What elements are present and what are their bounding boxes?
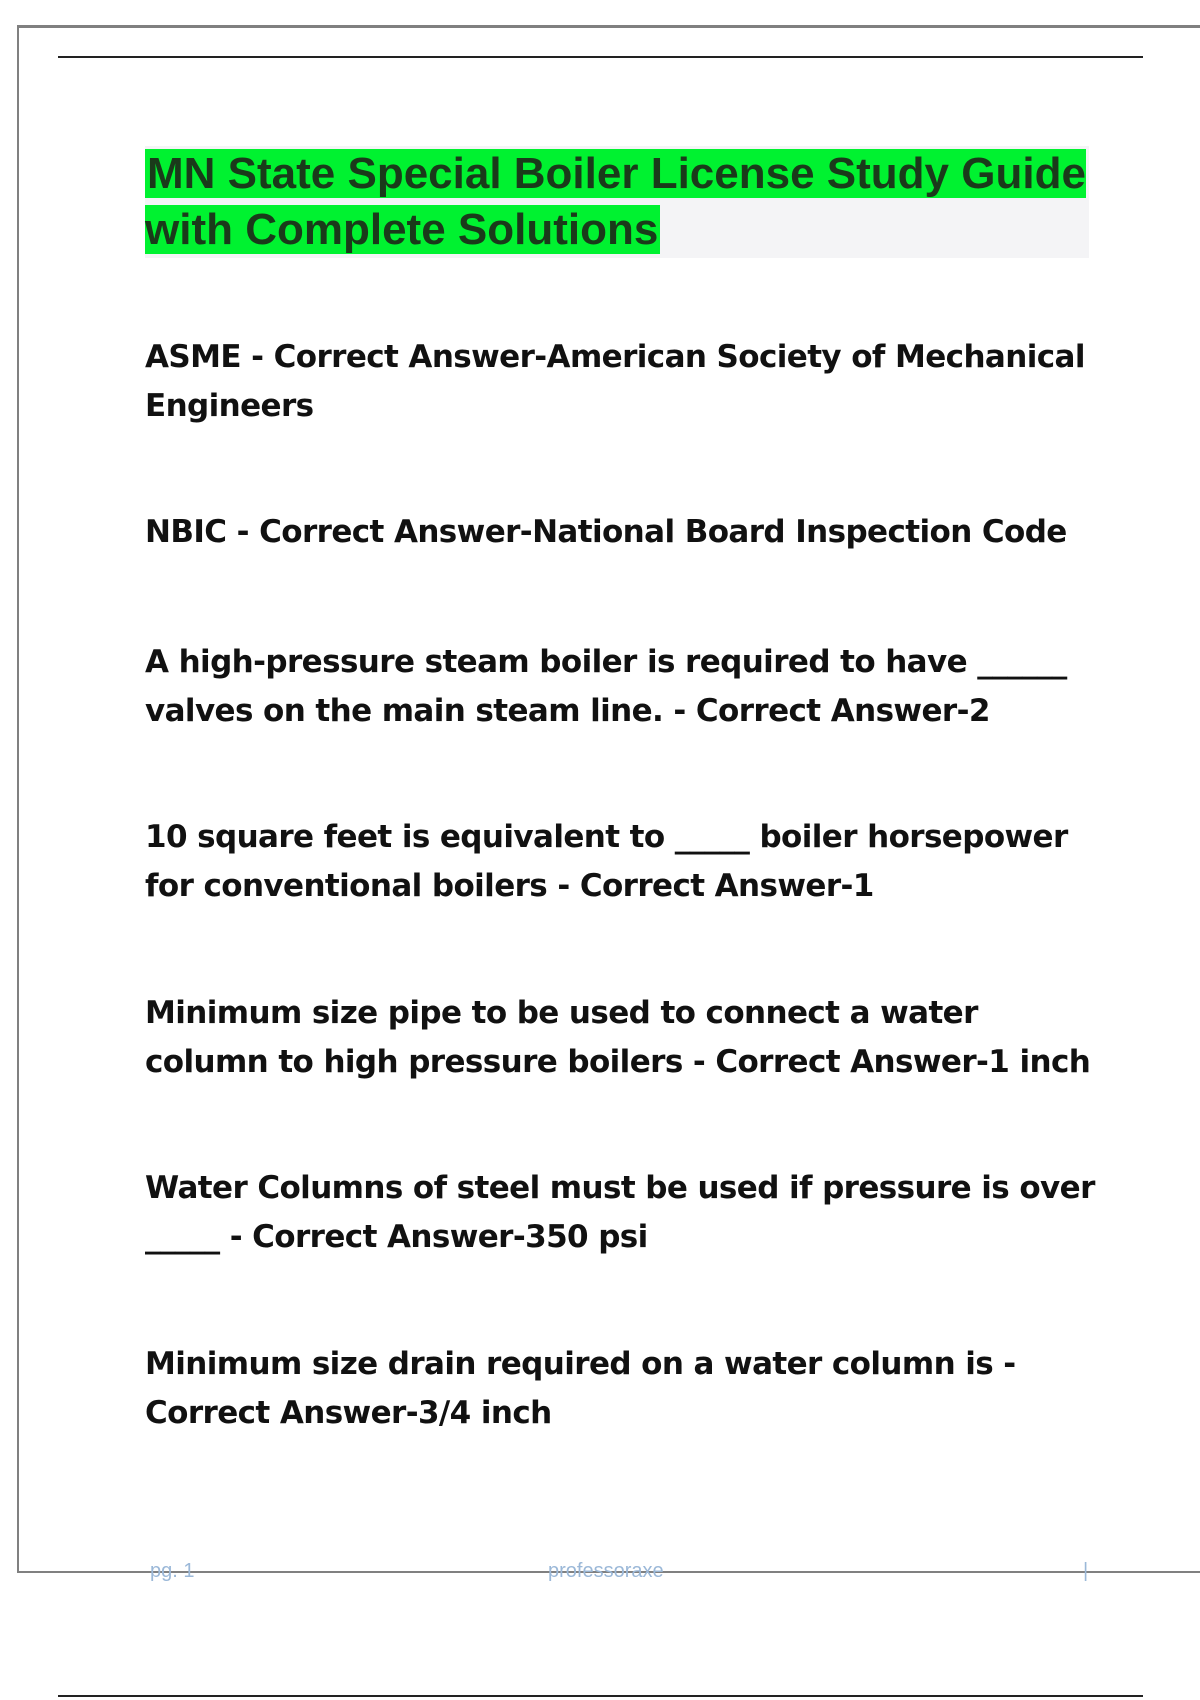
footer-separator: |: [1083, 1560, 1089, 1582]
qa-entry-asme: ASME - Correct Answer-American Society of Mechanical Engineers: [145, 339, 1085, 424]
qa-entry-nbic: NBIC - Correct Answer-National Board Inspection Code: [145, 514, 1067, 550]
footer-site-name: professoraxe: [548, 1560, 664, 1582]
qa-entry-steam-valves: A high-pressure steam boiler is required to have ______ valves on the main steam line. - Correct Answer-2: [145, 644, 1067, 729]
header-rule: [58, 56, 1143, 58]
page-footer: [0, 1560, 1200, 1584]
qa-entry-water-column-drain: Minimum size drain required on a water column is - Correct Answer-3/4 inch: [145, 1346, 1016, 1431]
document-title: [145, 146, 1089, 258]
footer-page-number: pg. 1: [150, 1560, 195, 1582]
qa-entry-steel-water-columns: Water Columns of steel must be used if pressure is over _____ - Correct Answer-350 psi: [145, 1170, 1095, 1255]
title-highlight: MN State Special Boiler License Study Guide with Complete Solutions: [145, 149, 1086, 254]
qa-entry-boiler-horsepower: 10 square feet is equivalent to _____ boiler horsepower for conventional boilers - Correct Answer-1: [145, 819, 1068, 904]
title-block: [145, 146, 1089, 258]
qa-entry-water-column-pipe: Minimum size pipe to be used to connect a water column to high pressure boilers - Correct Answer-1 inch: [145, 995, 1091, 1080]
qa-list: [145, 333, 1095, 1438]
next-page-header-rule: [58, 1695, 1143, 1697]
